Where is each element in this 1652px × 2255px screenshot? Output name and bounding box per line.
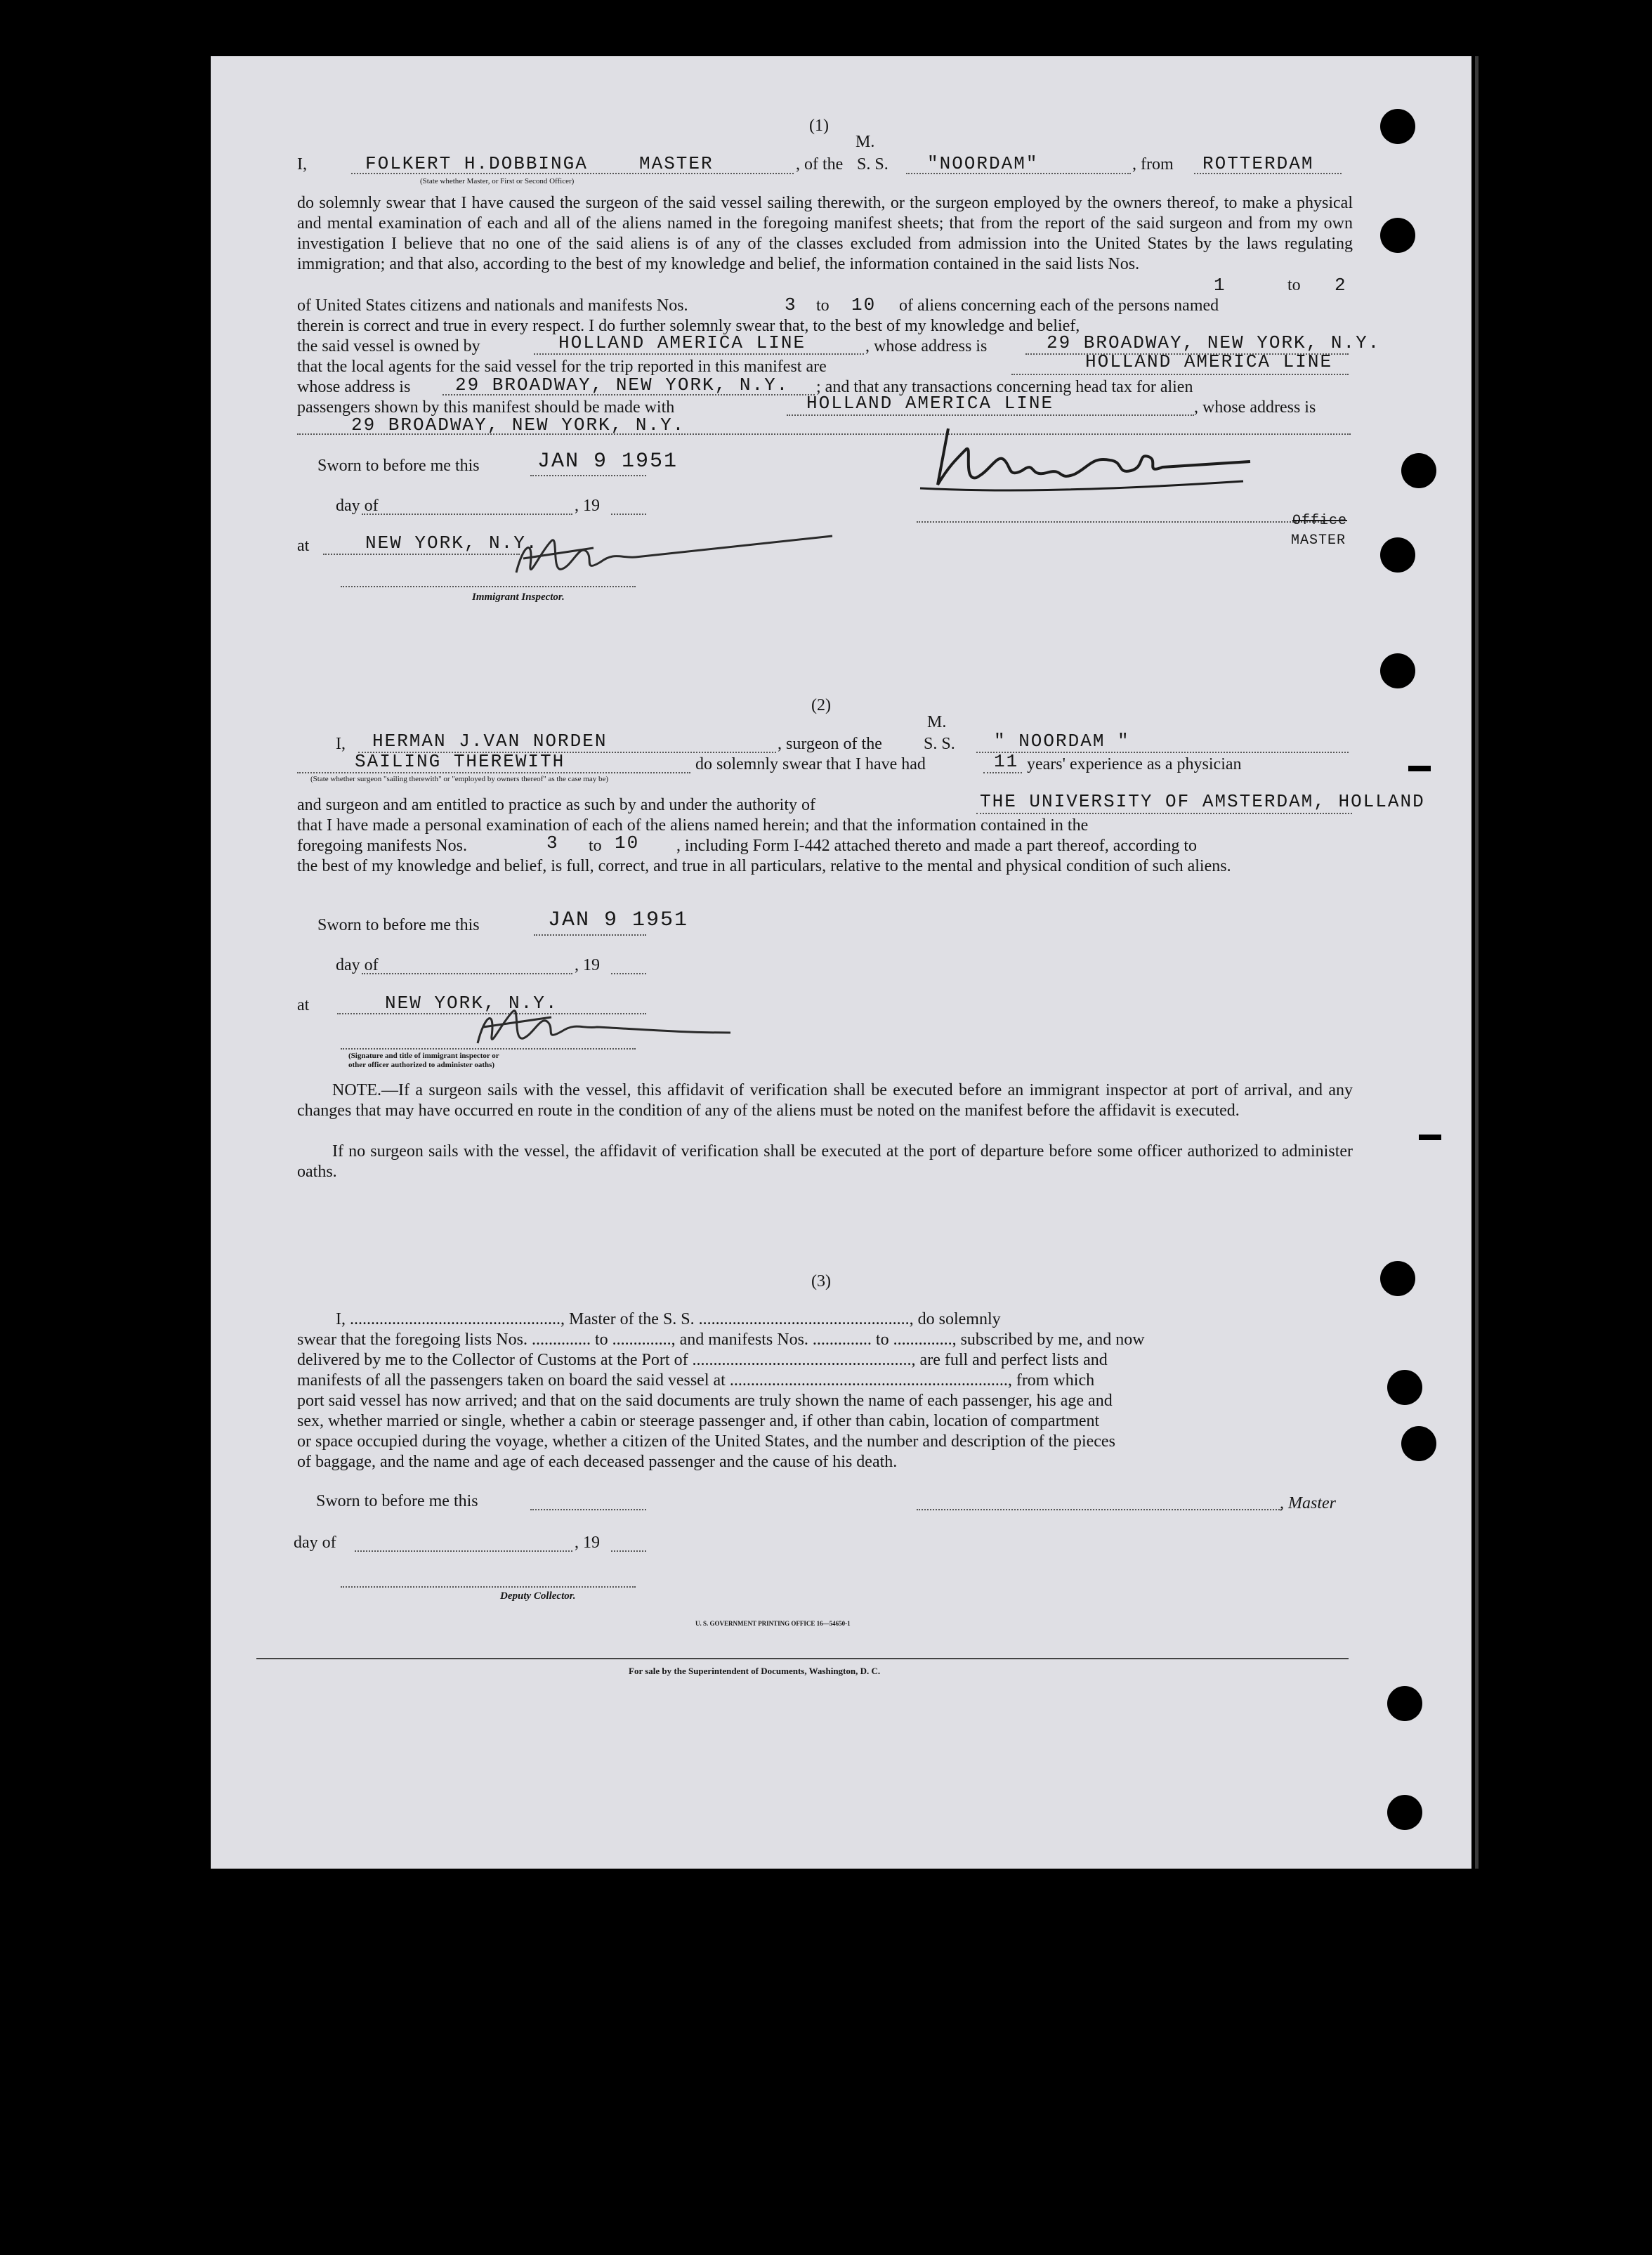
of-the-label: , of the (796, 155, 844, 174)
fill-line (1011, 374, 1349, 375)
master-signature (906, 418, 1257, 502)
vessel-name-2: " NOORDAM " (994, 731, 1130, 752)
lists-to: 2 (1335, 275, 1347, 296)
surgeon-of-label: , surgeon of the (778, 735, 882, 753)
fill-line (787, 414, 1194, 416)
inspector-signature (471, 998, 738, 1054)
section-3-number: (3) (811, 1272, 831, 1290)
day-of-label: day of (294, 1534, 336, 1552)
fill-line (362, 973, 572, 974)
punch-hole (1387, 1370, 1422, 1405)
ss-label: S. S. (924, 735, 955, 753)
sworn-date: JAN 9 1951 (537, 450, 678, 473)
scan-mark (1408, 766, 1431, 771)
punch-hole (1387, 1686, 1422, 1721)
head-tax-label: ; and that any transactions concerning head tax for alien (816, 378, 1193, 396)
punch-hole (1380, 1261, 1415, 1296)
section-3-line-2: swear that the foregoing lists Nos. .............. to .............., and manifests Nos. .............. to .............., subscribed by me, and now (297, 1331, 1145, 1349)
at-label: at (297, 537, 310, 555)
punch-hole (1401, 1426, 1436, 1461)
fill-line (976, 752, 1349, 753)
sworn-place: NEW YORK, N.Y. (365, 532, 539, 554)
punch-hole (1387, 1795, 1422, 1830)
owned-by-label: the said vessel is owned by (297, 337, 480, 355)
authority-label: and surgeon and am entitled to practice as such by and under the authority of (297, 796, 815, 814)
manifest-line-end: , including Form I-442 attached thereto and made a part thereof, according to (676, 837, 1198, 855)
year-label: , 19 (575, 497, 600, 515)
punch-hole (1380, 218, 1415, 253)
section-1-body: do solemnly swear that I have caused the surgeon of the said vessel sailing therewith, or the surgeon employed by the owners thereof, to make a physical and mental examination of each and all of the aliens named in the foregoing manifest sheets; that from the report of the said surgeon and from my own investigation I believe that no one of the said aliens is of any of the classes excluded from admission into the United States by the laws regulating immigration; and that also, according to the best of my knowledge and belief, the information contained in the said lists Nos. (297, 194, 1353, 273)
m-overstrike: M. (855, 133, 875, 151)
note-paragraph-2: If no surgeon sails with the vessel, the affidavit of verification shall be executed at the port of departure before some officer authorized to administer oaths. (297, 1142, 1353, 1181)
surgeon-name: HERMAN J.VAN NORDEN (372, 731, 608, 752)
section-3-line-4: manifests of all the passengers taken on board the said vessel at .................................................................., from which (297, 1371, 1095, 1390)
master-name: FOLKERT H.DOBBINGA (365, 153, 588, 174)
to-label: to (816, 296, 830, 315)
section-1-body-line: therein is correct and true in every respect. I do further solemnly swear that, to the best of my knowledge and belief, (297, 317, 1080, 335)
vessel-owner: HOLLAND AMERICA LINE (558, 332, 806, 353)
section-3-line-8: of baggage, and the name and age of each deceased passenger and the cause of his death. (297, 1453, 898, 1471)
years-experience: 11 (994, 751, 1019, 772)
whose-address-label: , whose address is (865, 337, 988, 355)
deputy-collector-label: Deputy Collector. (500, 1590, 576, 1602)
note-paragraph (297, 1080, 1353, 1121)
office-struck: Office (1292, 513, 1348, 529)
from-label: , from (1132, 155, 1174, 174)
punch-hole (1380, 653, 1415, 688)
section-3-line-3: delivered by me to the Collector of Customs at the Port of ...................................................., are full and perfect lists and (297, 1351, 1108, 1369)
note-label: NOTE. (332, 1081, 381, 1099)
authority-university: THE UNIVERSITY OF AMSTERDAM, HOLLAND (980, 791, 1425, 812)
sworn-place: NEW YORK, N.Y. (385, 993, 558, 1014)
fill-line (611, 514, 646, 515)
fill-line (611, 1550, 646, 1552)
gpo-imprint: U. S. GOVERNMENT PRINTING OFFICE 16—54650-1 (695, 1620, 851, 1627)
scan-edge (1475, 56, 1479, 1869)
sworn-label: Sworn to before me this (317, 457, 480, 475)
fill-line (983, 772, 1022, 773)
oath-i-label: I, (336, 735, 346, 753)
year-label: , 19 (575, 956, 600, 974)
fill-line (323, 554, 520, 555)
to-label: to (589, 837, 602, 855)
manifest-line: foregoing manifests Nos. (297, 837, 467, 855)
fill-line (341, 586, 636, 587)
master-rank: MASTER (639, 153, 714, 174)
fill-line (534, 353, 864, 355)
departure-port: ROTTERDAM (1202, 153, 1314, 174)
owner-address: 29 BROADWAY, NEW YORK, N.Y. (1047, 332, 1381, 353)
to-label: to (1287, 276, 1301, 294)
footer-rule (256, 1658, 1349, 1659)
fill-line (530, 1509, 646, 1510)
whose-address-label: , whose address is (1194, 398, 1316, 417)
years-label: years' experience as a physician (1027, 755, 1242, 773)
fill-line (906, 173, 1131, 174)
fill-line (530, 475, 646, 476)
manifest-line-end: of aliens concerning each of the persons named (899, 296, 1219, 315)
local-agents: HOLLAND AMERICA LINE (1085, 351, 1333, 372)
ss-label: S. S. (857, 155, 889, 174)
section-3-line-6: sex, whether married or single, whether a cabin or steerage passenger and, if other than cabin, location of compartment (297, 1412, 1100, 1430)
section-3-line-7: or space occupied during the voyage, whether a citizen of the United States, and the number and description of the pieces (297, 1432, 1115, 1451)
section-3-line-1: I, .................................................., Master of the S. S. .................................................., do solemnly (336, 1310, 1001, 1328)
scan-mark (1419, 1135, 1441, 1140)
swear-label: do solemnly swear that I have had (695, 755, 926, 773)
signature-note: (Signature and title of immigrant inspector or other officer authorized to administer oaths) (348, 1052, 499, 1069)
whose-address-label: whose address is (297, 378, 411, 396)
office-master: MASTER (1291, 532, 1346, 549)
fill-line (442, 394, 815, 396)
punch-hole (1380, 109, 1415, 144)
section-1-number: (1) (809, 117, 829, 135)
section-2-body: the best of my knowledge and belief, is full, correct, and true in all particulars, relative to the mental and physical condition of such aliens. (297, 857, 1231, 875)
agents-label: that the local agents for the said vessel for the trip reported in this manifest are (297, 358, 827, 376)
punch-hole (1380, 537, 1415, 573)
sworn-label: Sworn to before me this (317, 916, 480, 934)
head-tax-address: 29 BROADWAY, NEW YORK, N.Y. (351, 414, 686, 436)
agents-address: 29 BROADWAY, NEW YORK, N.Y. (455, 374, 789, 396)
surgeon-note: (State whether surgeon "sailing therewith" or "employed by owners thereof" as the case may be) (310, 775, 609, 783)
passengers-label: passengers shown by this manifest should be made with (297, 398, 675, 417)
fill-line (341, 1048, 636, 1050)
punch-hole (1401, 453, 1436, 488)
master-label: , Master (1280, 1494, 1336, 1512)
sailing-status: SAILING THEREWITH (355, 751, 565, 772)
fill-line (341, 1586, 636, 1588)
master-note: (State whether Master, or First or Second Officer) (420, 177, 575, 185)
oath-i-label: I, (297, 155, 307, 174)
section-2-number: (2) (811, 696, 831, 714)
manifest-from: 3 (546, 832, 559, 854)
fill-line (917, 1509, 1282, 1510)
inspector-signature (509, 530, 846, 587)
fill-line (611, 973, 646, 974)
fill-line (917, 521, 1324, 523)
fill-line (1194, 173, 1342, 174)
fill-line (297, 772, 690, 773)
fill-line (534, 934, 646, 936)
manifest-line: of United States citizens and nationals and manifests Nos. (297, 296, 688, 315)
manifest-to: 10 (851, 294, 877, 315)
head-tax-agent: HOLLAND AMERICA LINE (806, 393, 1054, 414)
vessel-name: "NOORDAM" (927, 153, 1039, 174)
year-label: , 19 (575, 1534, 600, 1552)
fill-line (362, 514, 572, 515)
m-overstrike: M. (927, 713, 947, 731)
lists-from: 1 (1214, 275, 1226, 296)
sworn-label: Sworn to before me this (316, 1492, 478, 1510)
sworn-date: JAN 9 1951 (548, 908, 689, 932)
at-label: at (297, 996, 310, 1014)
section-2-body-line: that I have made a personal examination of each of the aliens named herein; and that the information contained in the (297, 816, 1089, 835)
day-of-label: day of (336, 497, 379, 515)
immigrant-inspector-label: Immigrant Inspector. (472, 591, 565, 603)
manifest-to: 10 (615, 832, 640, 854)
sale-notice: For sale by the Superintendent of Documents, Washington, D. C. (629, 1666, 881, 1676)
fill-line (355, 1550, 572, 1552)
fill-line (976, 813, 1352, 814)
section-3-line-5: port said vessel has now arrived; and that on the said documents are truly shown the name of each passenger, his age and (297, 1392, 1113, 1410)
day-of-label: day of (336, 956, 379, 974)
fill-line (351, 173, 794, 174)
manifest-from: 3 (785, 294, 797, 315)
note-text: —If a surgeon sails with the vessel, this affidavit of verification shall be executed before an immigrant inspector at port of arrival, and any changes that may have occurred en route in the condition of any of the aliens must be noted on the manifest before the affidavit is executed. (297, 1081, 1353, 1120)
